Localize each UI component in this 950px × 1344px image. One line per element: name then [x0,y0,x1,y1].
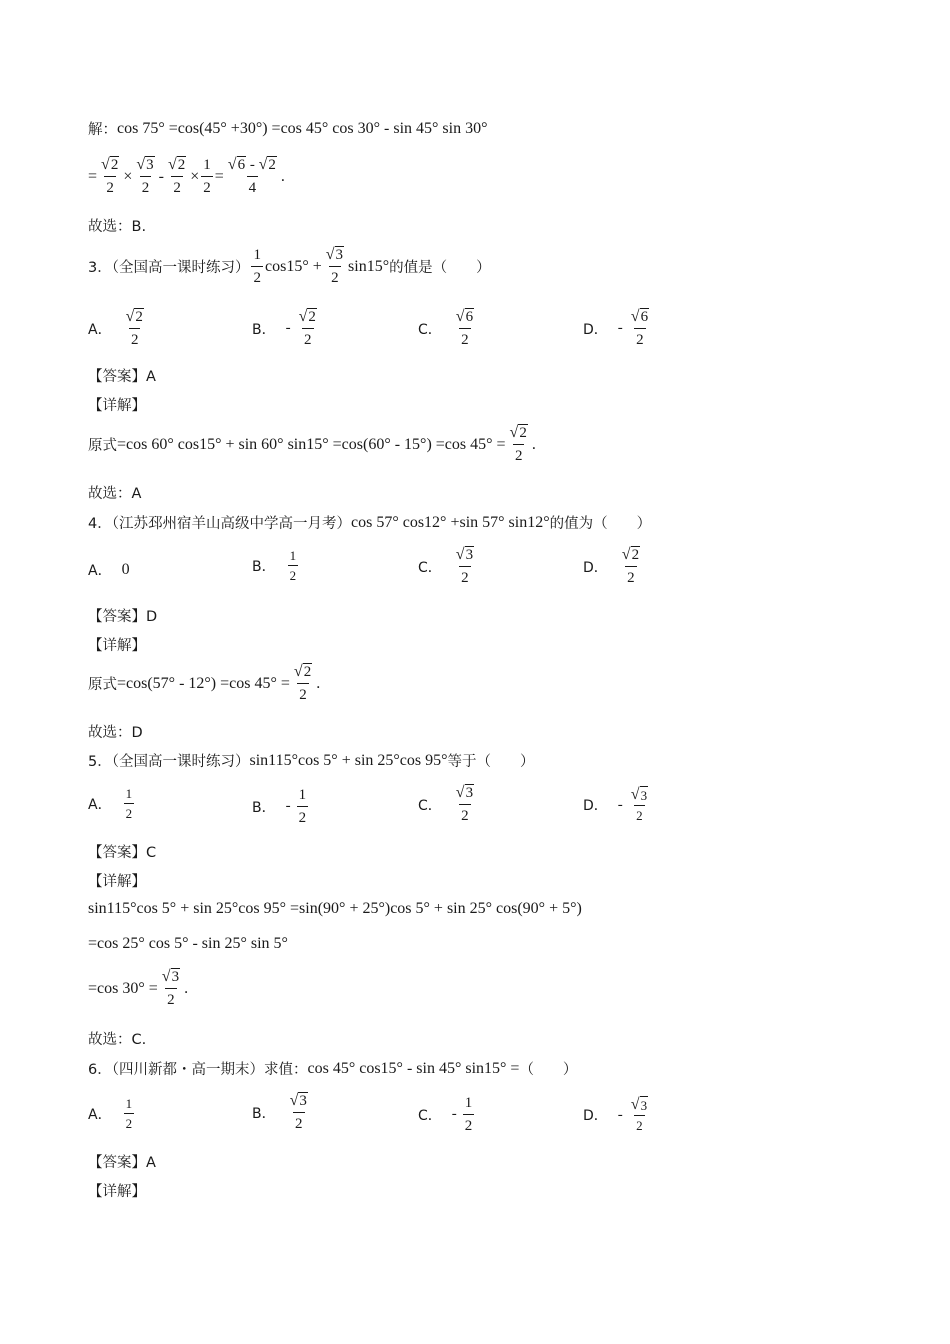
q5-solution-line1: sin115°cos 5° + sin 25°cos 95° =sin(90° + 25°)cos 5° + sin 25° cos(90° + 5°) [88,900,582,917]
q3-option-d[interactable]: D． - √ 6 2 [583,308,649,348]
q4-conclusion: 故选：D [88,725,143,741]
q3-solution: 原式 =cos 60° cos15° + sin 60° sin15° =cos(60° - 15°) =cos 45° = √ 2 2 . [88,424,536,464]
q4-option-c[interactable]: C． √ 3 2 [418,546,474,586]
q6-detail-heading: 【详解】 [88,1184,146,1200]
q3-option-b[interactable]: B． - √ 2 2 [252,308,316,348]
sol2-label: 解： [88,122,117,138]
q6-option-d[interactable]: D． - √ 3 2 [583,1096,648,1133]
sol2-expr1: cos 75° =cos(45° +30°) =cos 45° cos 30° - sin 45° sin 30° [117,119,488,137]
q5-answer: 【答案】C [88,845,157,861]
sol2-conclusion: 故选：B. [88,219,147,235]
fraction: √ 6 - √ 2 4 [227,156,276,196]
q3-detail-heading: 【详解】 [88,398,146,414]
q5-option-a[interactable]: A． $\frac{1}{2}$ [88,786,133,821]
q4-option-a[interactable]: A． 0 [88,561,130,579]
q6-answer: 【答案】A [88,1155,156,1171]
q5-stem: 5．（全国高一课时练习） sin115°cos 5° + sin 25°cos 95° 等于（ ） [88,751,535,770]
q4-answer: 【答案】D [88,609,158,625]
fraction: √ 2 2 [293,663,312,703]
fraction: √ 2 2 [509,424,527,464]
q4-solution: 原式 =cos(57° - 12°) =cos 45° = √ 2 2 . [88,663,321,703]
q5-conclusion: 故选：C. [88,1032,147,1048]
fraction: $\frac{1}{2}$ [203,157,211,196]
q5-solution-line2: =cos 25° cos 5° - sin 25° sin 5° [88,935,288,952]
fraction: √ 3 2 [325,246,344,286]
fraction: √ 2 2 [101,156,119,196]
q3-option-c[interactable]: C． √ 6 2 [418,308,474,348]
q5-solution-line3: =cos 30° = √ 3 2 . [88,968,189,1008]
q4-stem: 4．（江苏邳州宿羊山高级中学高一月考） cos 57° cos12° +sin 57° sin12° 的值为（ ） [88,513,652,532]
q5-option-c[interactable]: C． √ 3 2 [418,784,474,824]
sol2-line2: = √ 2 2 × √ 3 2 - √ 2 2 × $\frac{1}{2}$ = √ 6 - √ 2 4 . [88,156,285,196]
fraction: √ 3 2 [136,156,154,196]
q5-detail-heading: 【详解】 [88,874,146,890]
q3-stem: 3．（全国高一课时练习） $\frac{1}{2}$ cos15° + √ 3 2 sin15° 的值是（ ） [88,246,491,286]
fraction: $\frac{1}{2}$ [253,247,261,286]
q6-option-a[interactable]: A． $\frac{1}{2}$ [88,1096,133,1131]
sol2-line1 [88,118,488,139]
fraction: √ 2 2 [167,156,186,196]
q5-option-d[interactable]: D． - √ 3 2 [583,786,648,823]
q6-option-b[interactable]: B． √ 3 2 [252,1092,307,1132]
q3-conclusion: 故选：A [88,486,142,502]
q6-option-c[interactable]: C． - $\frac{1}{2}$ [418,1095,473,1134]
q4-detail-heading: 【详解】 [88,638,146,654]
fraction: √ 3 2 [161,968,180,1008]
q3-answer: 【答案】A [88,369,156,385]
q4-option-d[interactable]: D． √ 2 2 [583,546,640,586]
q3-option-a[interactable]: A． √ 2 2 [88,308,143,348]
q5-option-b[interactable]: B． - $\frac{1}{2}$ [252,787,307,826]
q6-stem: 6．（四川新都・高一期末）求值： cos 45° cos15° - sin 45° sin15° = （ ） [88,1059,578,1078]
q4-option-b[interactable]: B． $\frac{1}{2}$ [252,548,297,583]
